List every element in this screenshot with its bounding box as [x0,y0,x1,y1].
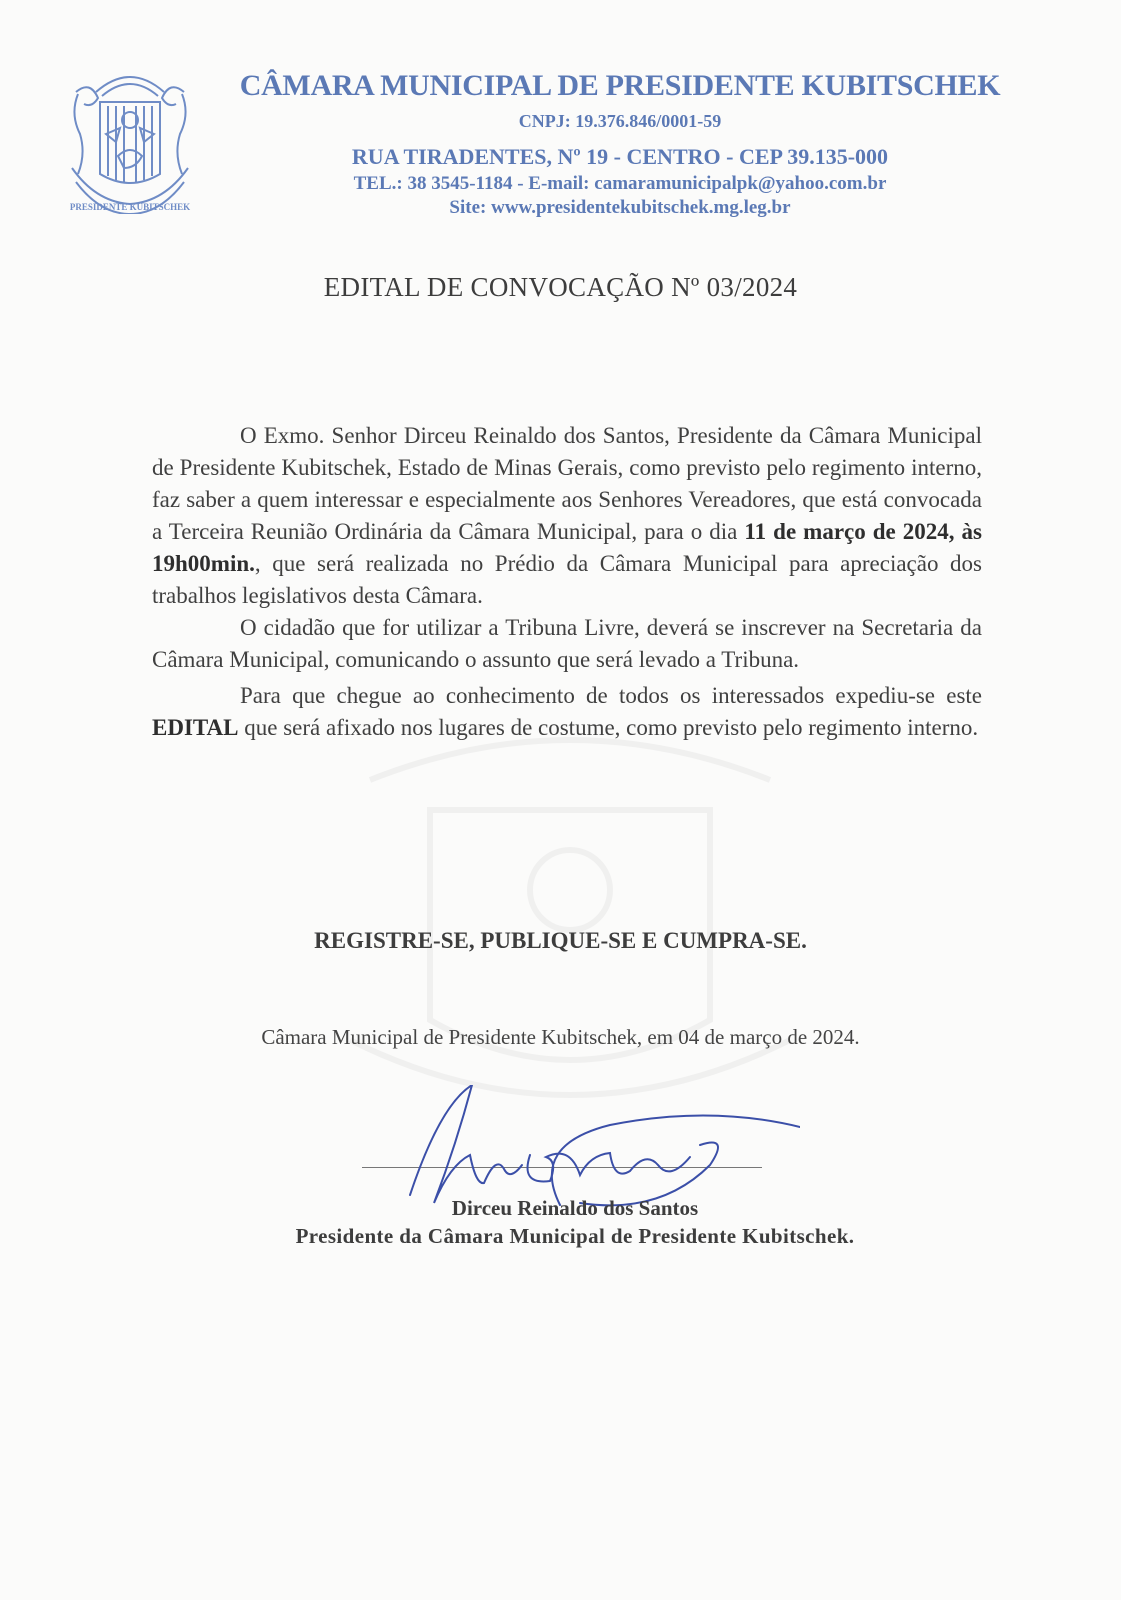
signer-name: Dirceu Reinaldo dos Santos [451,1196,699,1220]
paragraph-1: O Exmo. Senhor Dirceu Reinaldo dos Santos, Presidente da Câmara Municipal de Presidente Kubitschek, Estado de Minas Gerais, como previsto pelo regimento interno, faz saber a quem interessar e especialmente aos Senhores Vereadores, que está convocada a Terceira Reunião Ordinária da Câmara Municipal, para o dia 11 de março de 2024, às 19h00min., que será realizada no Prédio da Câmara Municipal para apreciação dos trabalhos legislativos desta Câmara. [152,423,982,608]
cnpj: CNPJ: 19.376.846/0001-59 [518,111,722,131]
signer-role: Presidente da Câmara Municipal de Presidente Kubitschek. [295,1224,855,1248]
website: Site: www.presidentekubitschek.mg.leg.br [449,197,791,218]
letterhead [0,60,1121,225]
closing-statement: REGISTRE-SE, PUBLIQUE-SE E CUMPRA-SE. [314,928,807,953]
place-and-date: Câmara Municipal de Presidente Kubitschek, em 04 de março de 2024. [261,1025,860,1049]
paragraph-3: Para que chegue ao conhecimento de todos os interessados expediu-se este EDITAL que será afixado nos lugares de costume, como previsto pelo regimento interno. [152,683,982,740]
coat-of-arms-icon [66,64,194,214]
institution-name: CÂMARA MUNICIPAL DE PRESIDENTE KUBITSCHEK [239,69,1001,102]
document-body [152,420,982,744]
document-title: EDITAL DE CONVOCAÇÃO Nº 03/2024 [323,272,798,302]
svg-text:PRESIDENTE KUBITSCHEK: PRESIDENTE KUBITSCHEK [69,202,191,212]
paragraph-2: O cidadão que for utilizar a Tribuna Livre, deverá se inscrever na Secretaria da Câmara Municipal, comunicando o assunto que será levado a Tribuna. [152,615,982,672]
contact-info: TEL.: 38 3545-1184 - E-mail: camaramunicipalpk@yahoo.com.br [353,173,887,194]
address: RUA TIRADENTES, Nº 19 - CENTRO - CEP 39.135-000 [351,144,889,169]
